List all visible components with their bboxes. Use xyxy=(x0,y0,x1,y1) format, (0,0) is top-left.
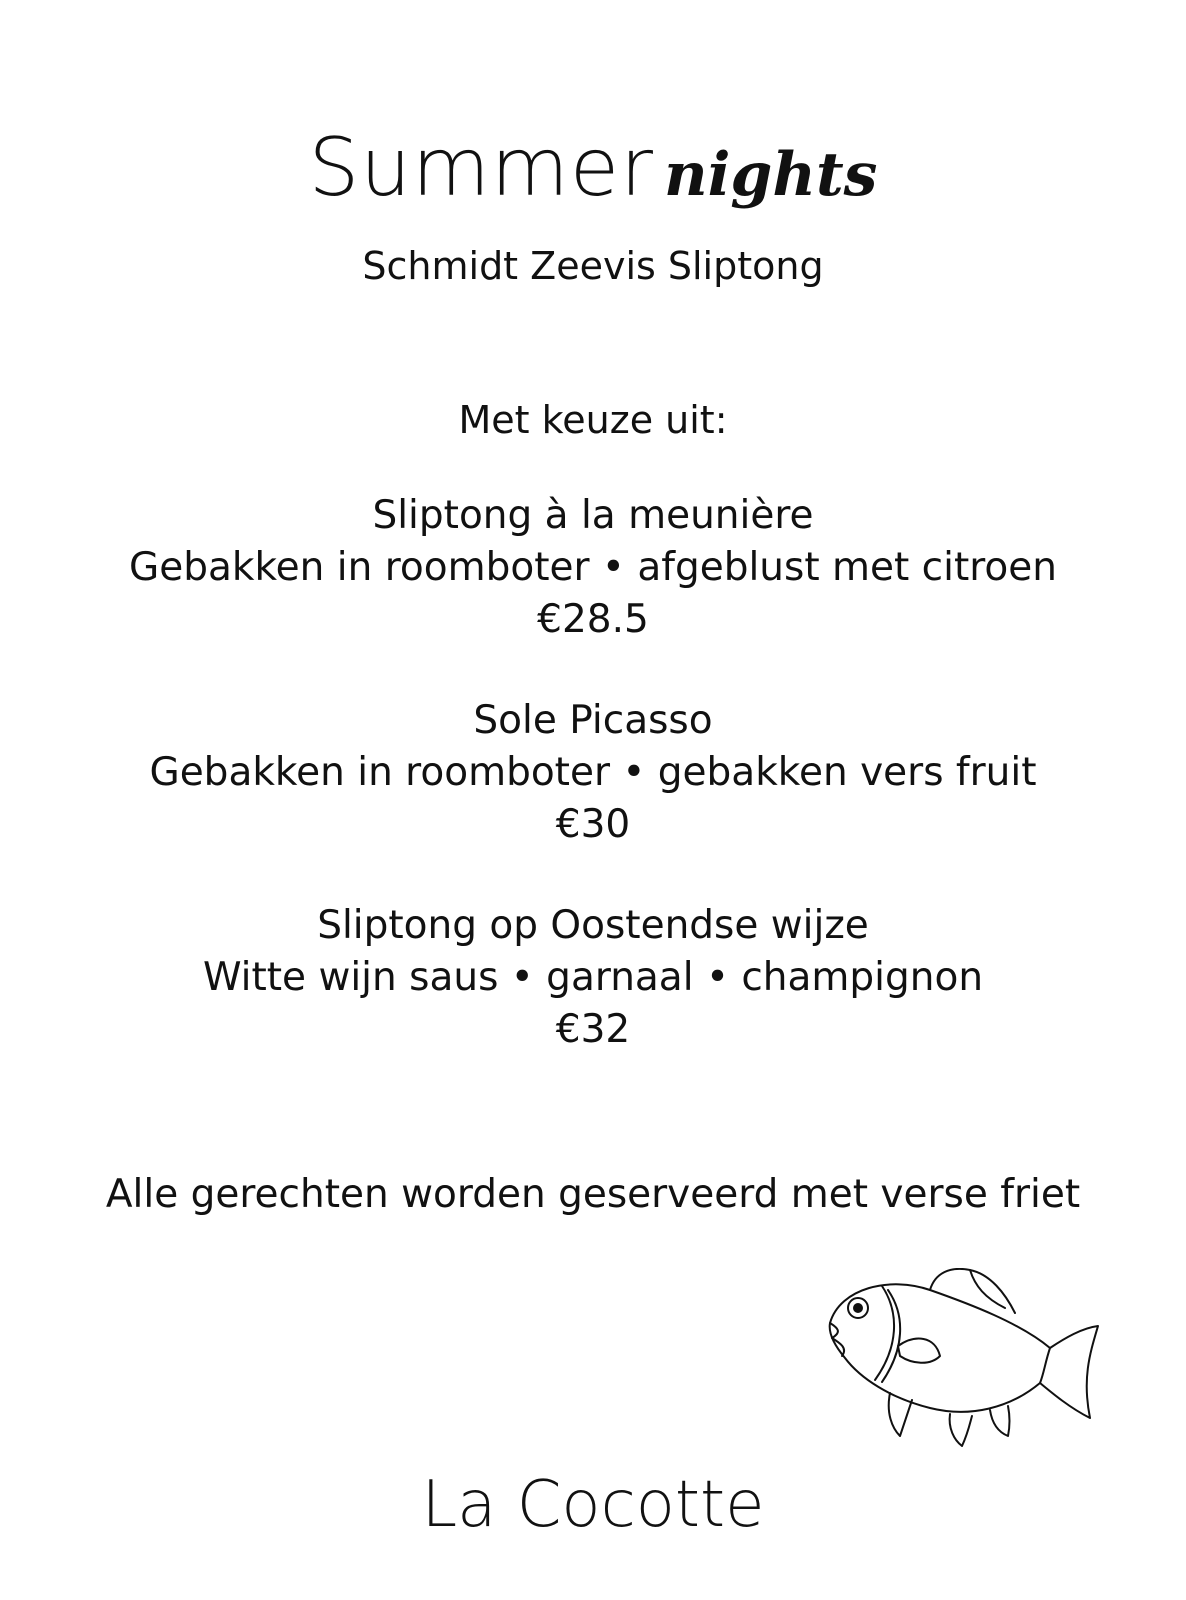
dish-description: Witte wijn saus • garnaal • champignon xyxy=(202,955,984,1000)
dish-item xyxy=(0,900,1186,1056)
menu-title xyxy=(0,121,1186,214)
dish-item xyxy=(0,695,1186,851)
dish-description: Gebakken in roomboter • afgeblust met citroen xyxy=(128,545,1058,590)
dish-item xyxy=(0,490,1186,646)
menu-subtitle: Schmidt Zeevis Sliptong xyxy=(362,244,824,288)
title-script: nights xyxy=(663,140,878,210)
dish-price: €28.5 xyxy=(537,597,649,642)
title-main: Summer xyxy=(308,121,654,214)
footer-note: Alle gerechten worden geserveerd met verse friet xyxy=(105,1172,1081,1217)
dish-name: Sole Picasso xyxy=(473,698,713,743)
dish-name: Sliptong à la meunière xyxy=(372,493,814,538)
dish-name: Sliptong op Oostendse wijze xyxy=(317,903,869,948)
dish-description: Gebakken in roomboter • gebakken vers fruit xyxy=(149,750,1037,795)
logo: La Cocotte xyxy=(421,1468,765,1542)
fish-icon xyxy=(820,1268,1110,1458)
dish-price: €32 xyxy=(555,1007,631,1052)
dish-price: €30 xyxy=(555,802,631,847)
menu-intro: Met keuze uit: xyxy=(458,398,728,442)
